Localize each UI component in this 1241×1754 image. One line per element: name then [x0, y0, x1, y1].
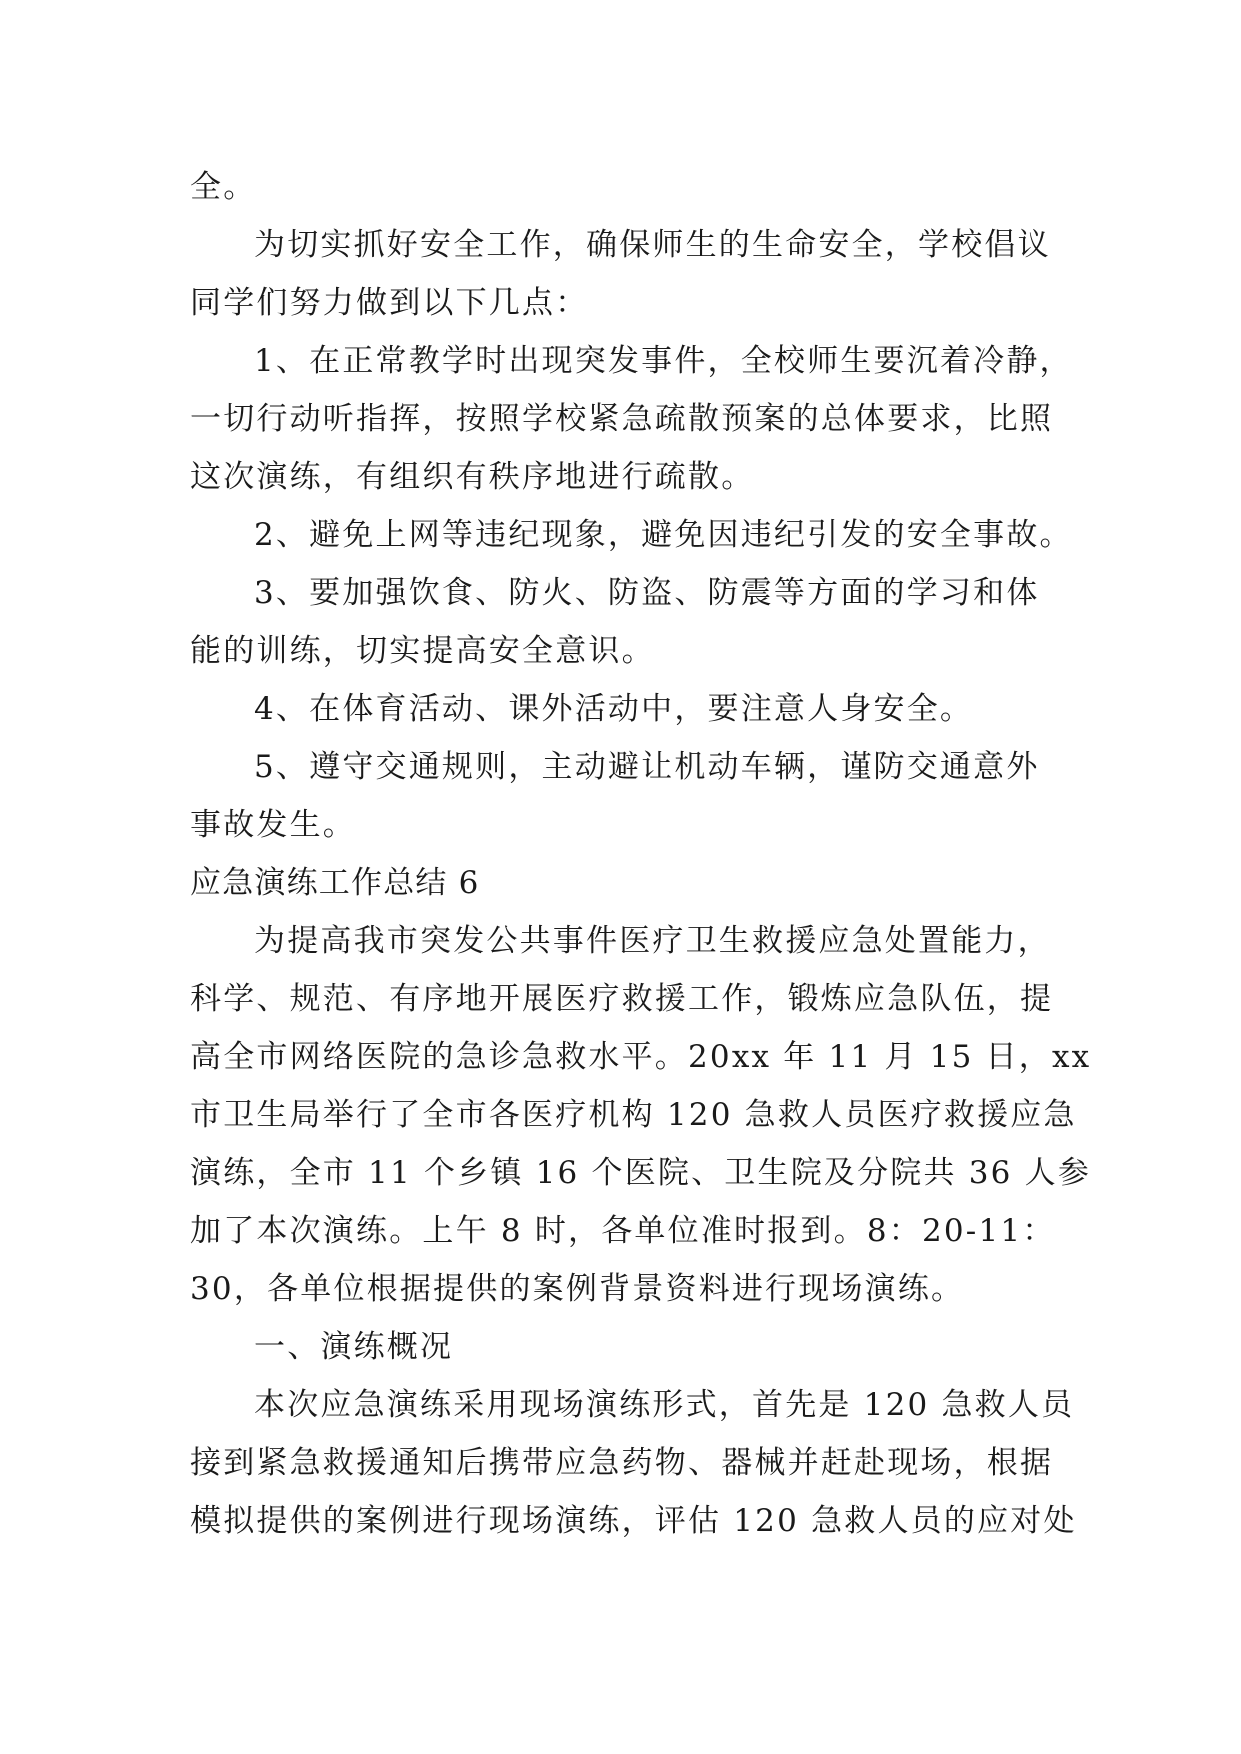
text-line: 30，各单位根据提供的案例背景资料进行现场演练。 [190, 1271, 965, 1307]
subsection-heading: 一、演练概况 [254, 1329, 454, 1365]
list-item-4: 4、在体育活动、课外活动中，要注意人身安全。 [254, 691, 974, 727]
paragraph-line: 为提高我市突发公共事件医疗卫生救援应急处置能力， [254, 923, 1051, 959]
text-line: 事故发生。 [190, 807, 356, 843]
text-line: 高全市网络医院的急诊急救水平。20xx 年 11 月 15 日，xx [190, 1039, 1092, 1075]
document-body [190, 158, 1092, 1550]
paragraph-line: 本次应急演练采用现场演练形式，首先是 120 急救人员 [254, 1387, 1075, 1423]
text-line: 一切行动听指挥，按照学校紧急疏散预案的总体要求，比照 [190, 401, 1054, 437]
text-line: 同学们努力做到以下几点： [190, 285, 589, 321]
text-line: 接到紧急救援通知后携带应急药物、器械并赶赴现场，根据 [190, 1445, 1054, 1481]
text-line: 加了本次演练。上午 8 时，各单位准时报到。8：20-11： [190, 1213, 1056, 1249]
text-line: 市卫生局举行了全市各医疗机构 120 急救人员医疗救援应急 [190, 1097, 1077, 1133]
text-line: 模拟提供的案例进行现场演练，评估 120 急救人员的应对处 [190, 1503, 1077, 1539]
section-heading: 应急演练工作总结 6 [190, 865, 480, 901]
list-item-3: 3、要加强饮食、防火、防盗、防震等方面的学习和体 [254, 575, 1040, 611]
list-item-2: 2、避免上网等违纪现象，避免因违纪引发的安全事故。 [254, 517, 1073, 553]
text-line: 能的训练，切实提高安全意识。 [190, 633, 655, 669]
list-item-5: 5、遵守交通规则，主动避让机动车辆，谨防交通意外 [254, 749, 1040, 785]
text-line: 科学、规范、有序地开展医疗救援工作，锻炼应急队伍，提 [190, 981, 1054, 1017]
paragraph-line: 为切实抓好安全工作，确保师生的生命安全，学校倡议 [254, 227, 1051, 263]
text-line: 全。 [190, 169, 257, 205]
text-line: 演练，全市 11 个乡镇 16 个医院、卫生院及分院共 36 人参 [190, 1155, 1092, 1191]
text-line: 这次演练，有组织有秩序地进行疏散。 [190, 459, 755, 495]
list-item-1: 1、在正常教学时出现突发事件，全校师生要沉着冷静， [254, 343, 1073, 379]
